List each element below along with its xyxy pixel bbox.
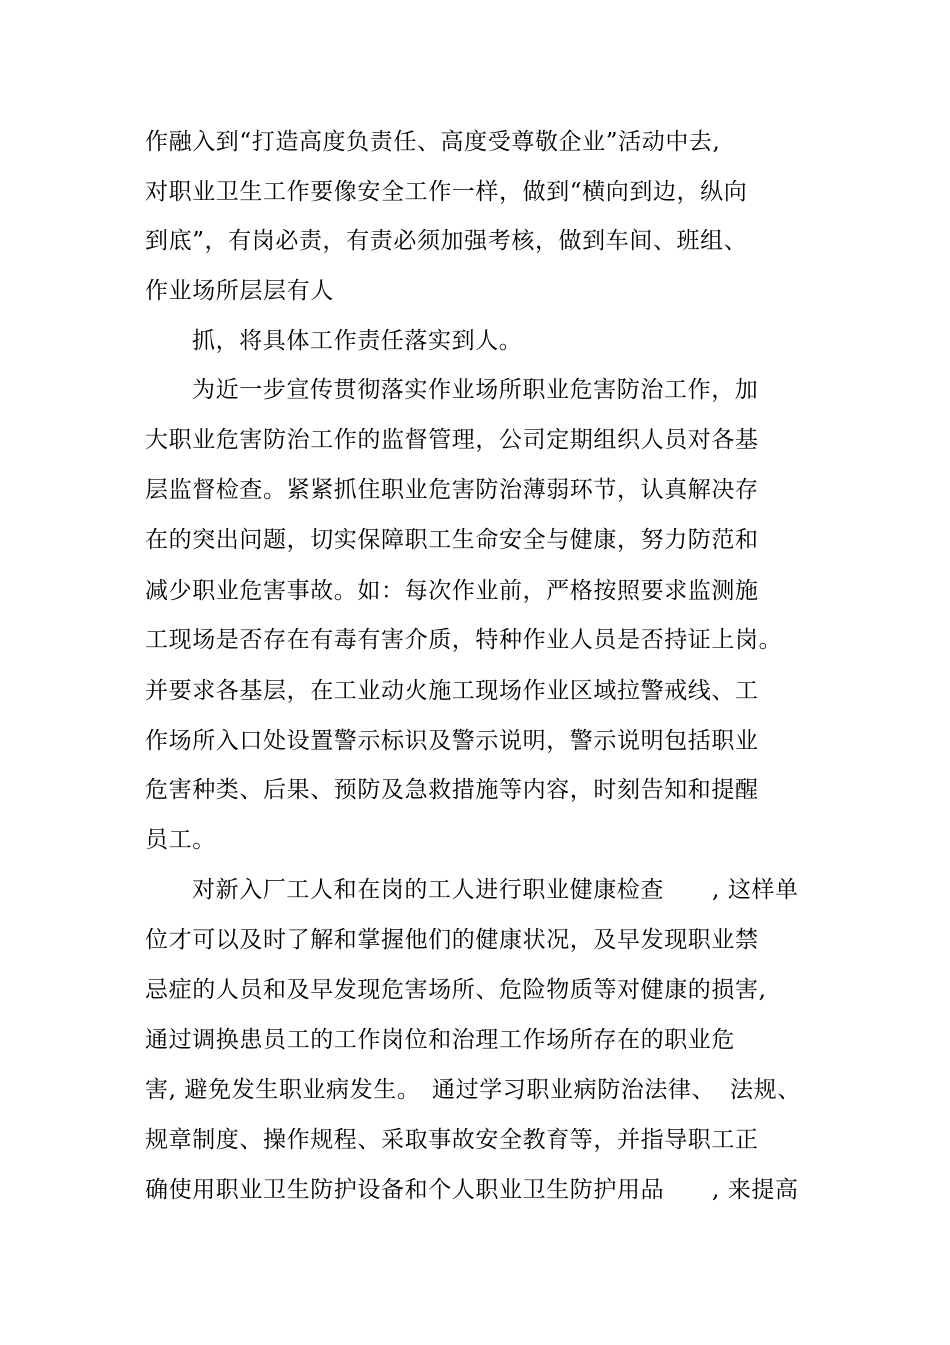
text-line: 对新入厂工人和在岗的工人进行职业健康检查 [192,877,664,903]
text-line-fragment: , 这样单 [712,877,799,903]
text-line: 确使用职业卫生防护设备和个人职业卫生防护用品 [145,1177,665,1203]
text-line: 员工。 [145,827,216,853]
text-line: 并要求各基层，在工业动火施工现场作业区域拉警戒线、工 [145,678,759,704]
text-line: 在的突出问题，切实保障职工生命安全与健康，努力防范和 [145,527,759,553]
text-line: 忌症的人员和及早发现危害场所、危险物质等对健康的损害, [145,977,767,1003]
text-line: 为近一步宣传贯彻落实作业场所职业危害防治工作，加 [192,377,759,403]
text-line: 规章制度、操作规程、采取事故安全教育等，并指导职工正 [145,1127,759,1153]
text-line: 害, 避免发生职业病发生。 [145,1077,421,1103]
text-line: 到底”，有岗必责，有责必须加强考核，做到车间、班组、 [145,228,748,254]
text-line: 作业场所层层有人 [145,278,334,304]
text-line: 危害种类、后果、预防及急救措施等内容，时刻告知和提醒 [145,777,759,803]
text-line: 位才可以及时了解和掌握他们的健康状况，及早发现职业禁 [145,927,759,953]
text-line: 大职业危害防治工作的监督管理，公司定期组织人员对各基 [145,427,759,453]
text-line: 作融入到“打造高度负责任、高度受尊敬企业”活动中去, [145,129,721,155]
text-line: 工现场是否存在有毒有害介质，特种作业人员是否持证上岗。 [145,627,783,653]
text-line-fragment: 通过学习职业病防治法律、 [432,1077,716,1103]
text-line-fragment: , 来提高 [712,1177,799,1203]
text-line: 层监督检查。紧紧抓住职业危害防治薄弱环节，认真解决存 [145,477,759,503]
text-line: 通过调换患员工的工作岗位和治理工作场所存在的职业危 [145,1027,735,1053]
text-line: 作场所入口处设置警示标识及警示说明，警示说明包括职业 [145,728,759,754]
text-line-fragment: 法规、 [730,1077,801,1103]
text-line: 抓，将具体工作责任落实到人。 [192,328,523,354]
text-line: 减少职业危害事故。如：每次作业前，严格按照要求监测施 [145,578,759,604]
text-line: 对职业卫生工作要像安全工作一样，做到“横向到边，纵向 [145,179,748,205]
